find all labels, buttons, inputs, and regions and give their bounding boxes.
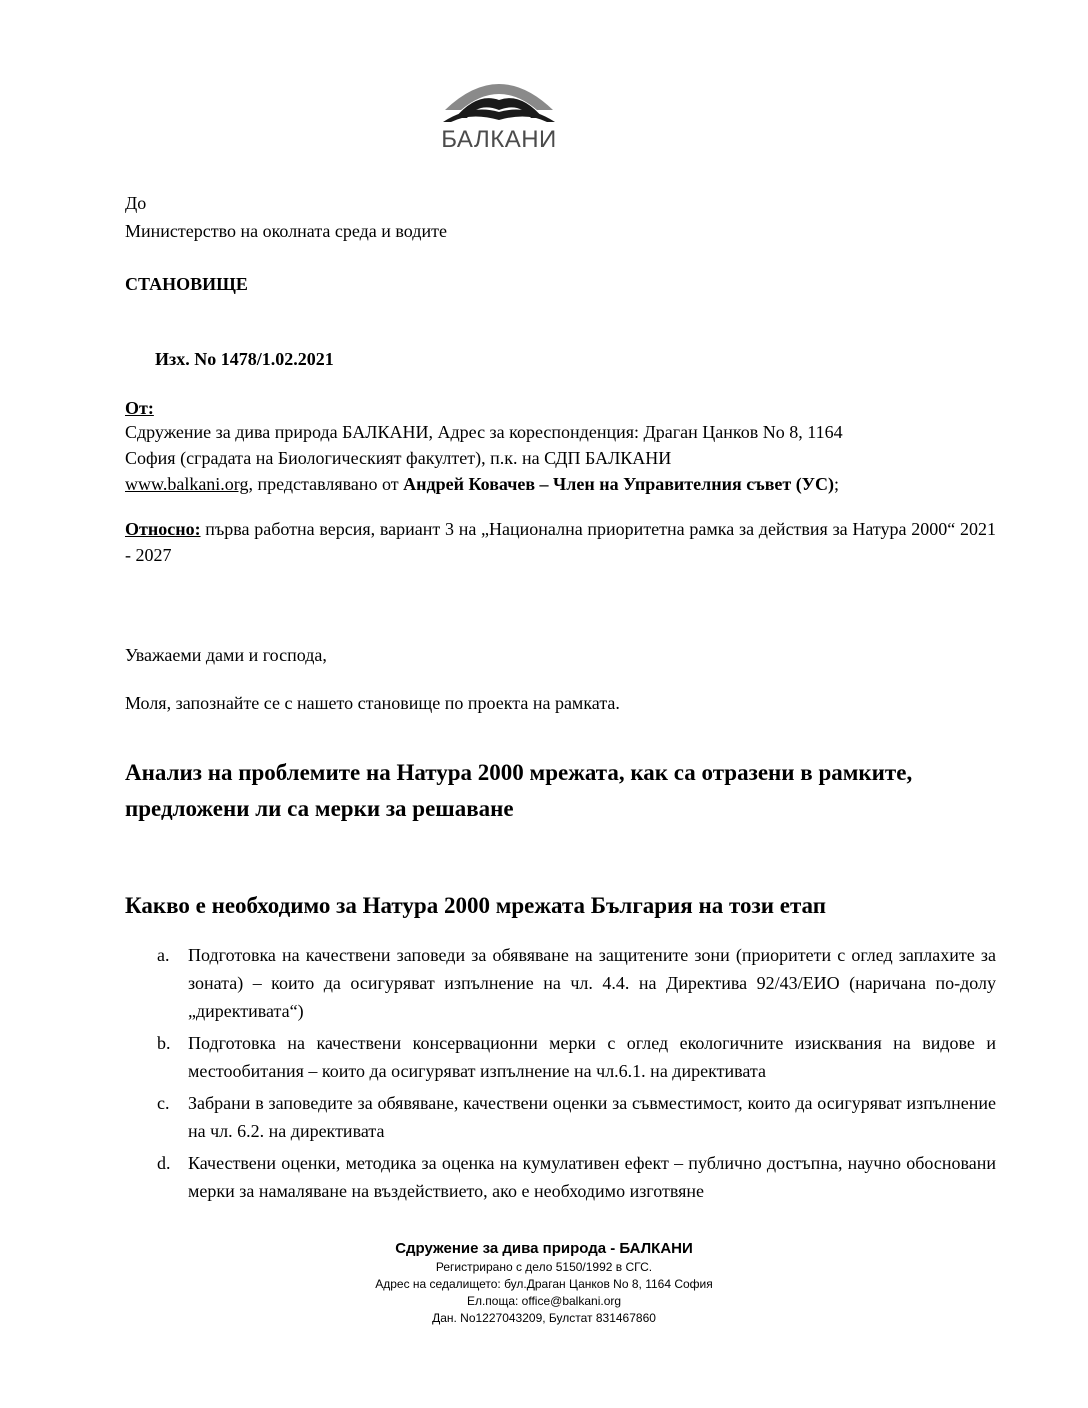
represented-text: , представлявано от <box>248 474 404 494</box>
list-marker: a. <box>157 945 170 965</box>
section-heading-analysis: Анализ на проблемите на Натура 2000 мрежата, как са отразени в рамките, предложени ли са мерки за решаване <box>125 760 913 821</box>
list-item-text: Забрани в заповедите за обявяване, качествени оценки за съвместимост, които да осигуряват изпълнение на чл. 6.2. на директивата <box>188 1093 996 1141</box>
list-marker: b. <box>157 1033 171 1053</box>
from-line-3 <box>125 471 996 497</box>
website-link[interactable]: www.balkani.org <box>125 474 249 494</box>
footer <box>0 1239 1088 1327</box>
section-heading-needs: Какво е необходимо за Натура 2000 мрежата България на този етап <box>125 893 826 918</box>
from-end: ; <box>833 474 839 494</box>
list-marker: d. <box>157 1153 171 1173</box>
regarding-text: първа работна версия, вариант 3 на „Национална приоритетна рамка за действия за Натура 2000“ 2021 - 2027 <box>125 519 996 565</box>
footer-address: Адрес на седалището: бул.Драган Цанков No 8, 1164 София <box>375 1277 713 1291</box>
list-item-text: Подготовка на качествени заповеди за обявяване на защитените зони (приоритети с оглед заплахите за зоната) – които да осигуряват изпълнение на чл. 4.4. на Директива 92/43/ЕИО (наричана по-долу „директивата“) <box>188 945 996 1021</box>
from-address <box>125 419 996 497</box>
greeting: Уважаеми дами и господа, <box>125 645 327 665</box>
list-item-text: Подготовка на качествени консервационни мерки с оглед екологичните изисквания на видове и местообитания – които да осигуряват изпълнение на чл.6.1. на директивата <box>188 1033 996 1081</box>
regarding-paragraph <box>125 516 996 568</box>
needs-list <box>125 941 996 1209</box>
recipient-name: Министерство на околната среда и водите <box>125 221 447 241</box>
from-line-1: Сдружение за дива природа БАЛКАНИ, Адрес за кореспонденция: Драган Цанков No 8, 1164 <box>125 422 843 442</box>
list-item <box>125 1029 996 1085</box>
list-marker: c. <box>157 1093 170 1113</box>
regarding-label: Относно: <box>125 519 201 539</box>
from-line-2: София (сградата на Биологическият факултет), п.к. на СДП БАЛКАНИ <box>125 448 672 468</box>
logo-text: БАЛКАНИ <box>441 126 557 153</box>
representative: Андрей Ковачев – Член на Управителния съвет (УС) <box>403 474 834 494</box>
mountain-logo-icon <box>437 66 561 128</box>
list-item <box>125 941 996 1025</box>
outgoing-number: Изх. No 1478/1.02.2021 <box>155 349 334 369</box>
balkani-logo <box>437 66 561 158</box>
intro-text: Моля, запознайте се с нашето становище по проекта на рамката. <box>125 693 620 713</box>
list-item-text: Качествени оценки, методика за оценка на кумулативен ефект – публично достъпна, научно обосновани мерки за намаляване на въздействието, ако е необходимо изготвяне <box>188 1153 996 1201</box>
footer-registered: Регистрирано с дело 5150/1992 в СГС. <box>435 1260 653 1274</box>
list-item <box>125 1089 996 1145</box>
list-item <box>125 1149 996 1205</box>
footer-tax: Дан. No1227043209, Булстат 831467860 <box>432 1311 656 1325</box>
to-label: До <box>125 193 147 213</box>
document-title: СТАНОВИЩЕ <box>125 274 248 294</box>
from-label: От: <box>125 398 154 418</box>
footer-org: Сдружение за дива природа - БАЛКАНИ <box>395 1240 693 1257</box>
footer-email: Ел.поща: office@balkani.org <box>466 1294 622 1308</box>
